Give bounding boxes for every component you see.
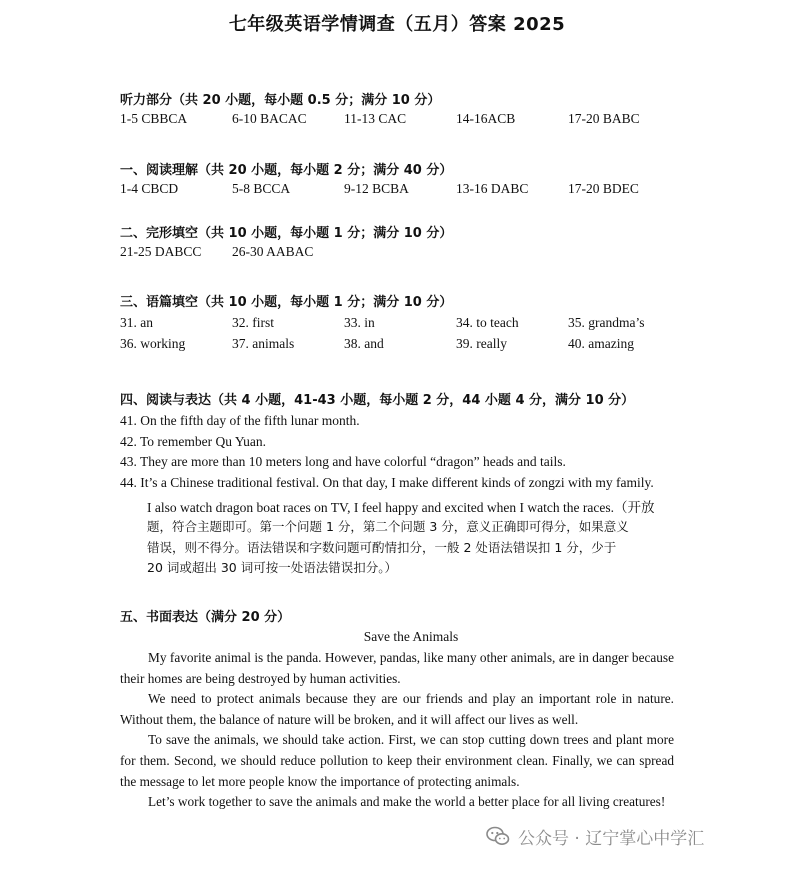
answer-group: 17-20 BABC [568, 111, 640, 126]
answer-group: 9-12 BCBA [344, 181, 409, 196]
essay-paragraph: We need to protect animals because they are our friends and play an important role in nature. Without them, the balance of nature will be broken, and it will affect our lives as well. [120, 691, 674, 727]
answer-44-scoring-note: 题，符合主题即可。第一个问题 1 分，第二个问题 3 分，意义正确即可得分，如果意义 [147, 519, 629, 534]
answer-item: 38. and [344, 336, 384, 351]
answer-item: 34. to teach [456, 315, 519, 330]
answer-42: 42. To remember Qu Yuan. [120, 434, 267, 449]
passage-fill-heading: 三、语篇填空（共 10 小题，每小题 1 分；满分 10 分） [120, 295, 453, 310]
cloze-answers [0, 244, 794, 262]
essay-body [120, 648, 674, 813]
answer-item: 39. really [456, 336, 507, 351]
writing-heading: 五、书面表达（满分 20 分） [120, 610, 291, 625]
essay-paragraph: My favorite animal is the panda. However, pandas, like many other animals, are in danger because their homes are being destroyed by human activities. [120, 650, 674, 686]
answer-item: 36. working [120, 336, 186, 351]
answer-group: 26-30 AABAC [232, 244, 314, 259]
answer-43: 43. They are more than 10 meters long and have colorful “dragon” heads and tails. [120, 454, 566, 469]
answer-item: 33. in [344, 315, 375, 330]
reading-heading: 一、阅读理解（共 20 小题，每小题 2 分；满分 40 分） [120, 163, 453, 178]
answer-group: 11-13 CAC [344, 111, 407, 126]
listening-answers [0, 111, 794, 129]
passage-fill-row-1 [0, 315, 794, 333]
answer-group: 13-16 DABC [456, 181, 529, 196]
cloze-heading: 二、完形填空（共 10 小题，每小题 1 分；满分 10 分） [120, 226, 453, 241]
answer-group: 1-5 CBBCA [120, 111, 188, 126]
essay-paragraph: Let’s work together to save the animals and make the world a better place for all living creatures! [148, 794, 666, 810]
page-title: 七年级英语学情调查（五月）答案 2025 [228, 14, 566, 35]
answer-41: 41. On the fifth day of the fifth lunar month. [120, 413, 360, 428]
watermark [486, 823, 704, 849]
answer-44-continued: I also watch dragon boat races on TV, I feel happy and excited when I watch the races.（开放 [147, 500, 655, 515]
listening-heading: 听力部分（共 20 小题，每小题 0.5 分；满分 10 分） [120, 93, 441, 108]
answer-group: 17-20 BDEC [568, 181, 639, 196]
essay-title: Save the Animals [363, 629, 459, 644]
answer-44: 44. It’s a Chinese traditional festival. On that day, I make different kinds of zongzi with my family. [120, 475, 654, 490]
answer-item: 32. first [232, 315, 274, 330]
answer-item: 35. grandma’s [568, 315, 645, 330]
answer-44-scoring-note: 20 词或超出 30 词可按一处语法错误扣分。） [147, 560, 397, 575]
reading-answers [0, 181, 794, 199]
watermark-text: 公众号 · 辽宁掌心中学汇 [518, 828, 705, 849]
answer-group: 5-8 BCCA [232, 181, 291, 196]
answer-44-scoring-note: 错误，则不得分。语法错误和字数问题可酌情扣分，一般 2 处语法错误扣 1 分，少于 [147, 540, 617, 555]
reading-expression-heading: 四、阅读与表达（共 4 小题，41-43 小题，每小题 2 分，44 小题 4 分，满分 10 分） [120, 393, 635, 408]
essay-paragraph: To save the animals, we should take action. First, we can stop cutting down trees and plant more for them. Second, we should reduce pollution to keep their environment clean. Finally, we can spread the message to let more people know the importance of protecting animals. [120, 732, 674, 789]
wechat-icon [486, 825, 510, 847]
answer-item: 37. animals [232, 336, 295, 351]
answer-group: 21-25 DABCC [120, 244, 202, 259]
answer-item: 40. amazing [568, 336, 634, 351]
answer-group: 14-16ACB [456, 111, 516, 126]
answer-item: 31. an [120, 315, 153, 330]
answer-group: 6-10 BACAC [232, 111, 307, 126]
passage-fill-row-2 [0, 336, 794, 354]
answer-group: 1-4 CBCD [120, 181, 179, 196]
